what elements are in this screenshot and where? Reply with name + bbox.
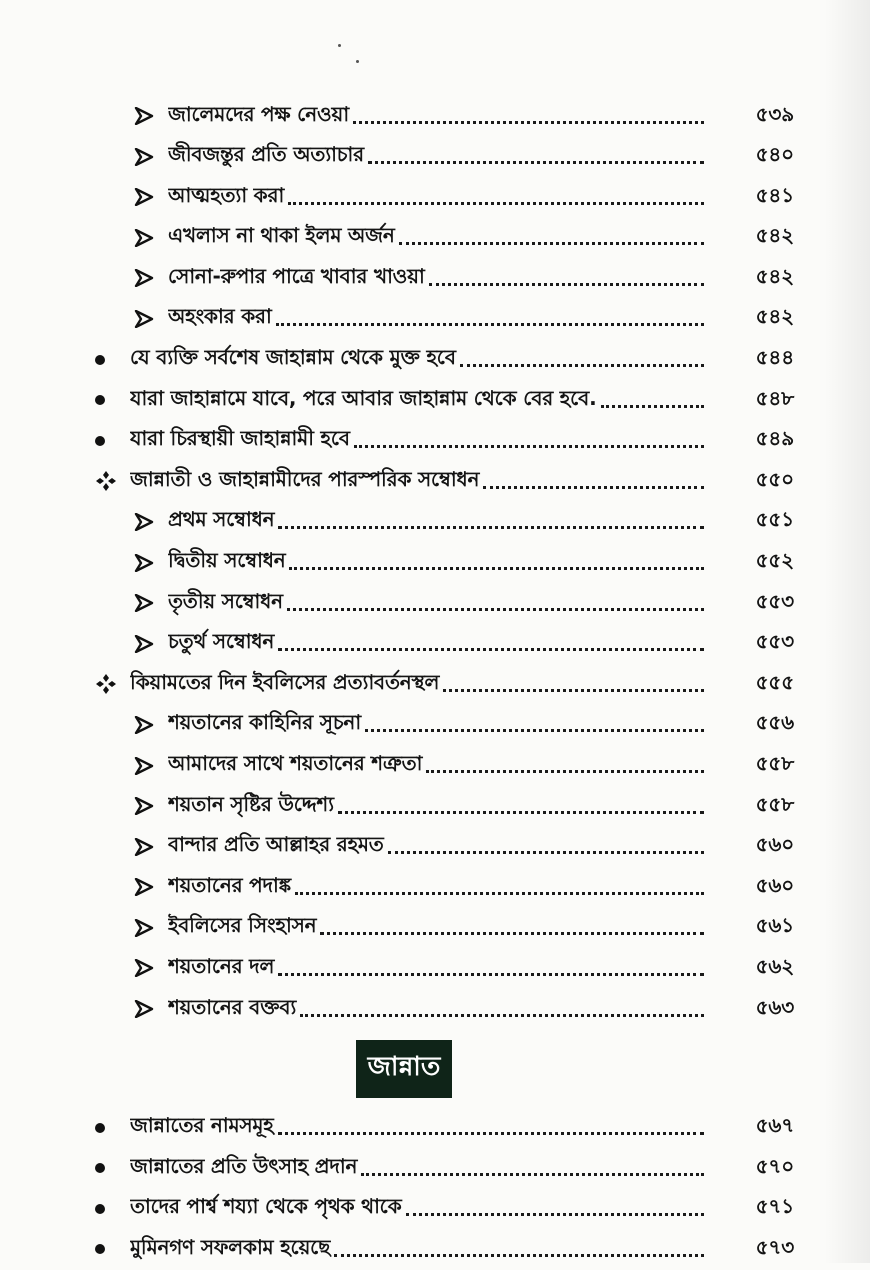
- toc-entry-page-number: ৫৬০: [755, 832, 794, 857]
- toc-entry-page-number: ৫৪৪: [755, 345, 794, 370]
- dot-leader: [334, 1252, 704, 1257]
- toc-entry-page-number: ৫৫৩: [755, 629, 794, 654]
- toc-entry: [88, 786, 800, 827]
- dot-leader: [354, 443, 704, 448]
- toc-entry: [88, 421, 800, 462]
- toc-entry: [88, 502, 800, 543]
- page-edge-shadow: [824, 0, 870, 1263]
- toc-entry-title: [168, 218, 704, 258]
- toc-entry: [88, 258, 800, 299]
- arrow-bullet-icon: [132, 746, 156, 786]
- dot-leader: [426, 768, 704, 773]
- dot-leader: [429, 281, 704, 286]
- toc-entry: [88, 340, 800, 381]
- toc-entry-title: [168, 827, 704, 867]
- toc-entry-text: শয়তান সৃষ্টির উদ্দেশ্য: [168, 791, 334, 816]
- dot-leader: [406, 1211, 704, 1216]
- toc-entry: [88, 96, 800, 137]
- arrow-bullet-icon: [132, 786, 156, 826]
- toc-entry-text: জান্নাতের প্রতি উৎসাহ প্রদান: [130, 1153, 358, 1178]
- toc-entry-page-number: ৫৫২: [755, 548, 794, 573]
- toc-entry-text: প্রথম সম্বোধন: [168, 507, 275, 532]
- dot-leader: [361, 1171, 704, 1176]
- toc-entry-page-number: ৫৭৩: [755, 1234, 794, 1259]
- round-bullet-icon: [92, 1108, 108, 1148]
- toc-entry-text: আমাদের সাথে শয়তানের শত্রুতা: [168, 751, 423, 775]
- round-bullet-icon: [92, 1229, 108, 1269]
- dot-leader: [278, 971, 704, 976]
- toc-entry-text: জালেমদের পক্ষ নেওয়া: [168, 101, 349, 126]
- dot-leader: [483, 484, 704, 489]
- dot-leader: [276, 321, 704, 326]
- dot-leader: [353, 119, 704, 124]
- toc-entry-text: জান্নাতী ও জাহান্নামীদের পারস্পরিক সম্বোধন: [130, 466, 480, 491]
- arrow-bullet-icon: [132, 624, 156, 664]
- toc-entry: [88, 299, 800, 340]
- diamond-bullet-icon: [92, 664, 120, 704]
- toc-entry-page-number: ৫৫৫: [755, 669, 794, 694]
- dot-leader: [287, 606, 704, 611]
- arrow-bullet-icon: [132, 543, 156, 583]
- dot-leader: [289, 565, 704, 570]
- arrow-bullet-icon: [132, 502, 156, 542]
- toc-entry-text: অহংকার করা: [168, 304, 272, 329]
- print-speck: [356, 60, 359, 63]
- toc-entry-text: শয়তানের কাহিনির সূচনা: [168, 710, 361, 735]
- toc-entry-page-number: ৫৪২: [755, 263, 794, 288]
- toc-entry-text: এখলাস না থাকা ইলম অর্জন: [168, 223, 395, 248]
- toc-entry: [88, 177, 800, 218]
- toc-entry-text: তাদের পার্শ্ব শয্যা থেকে পৃথক থাকে: [130, 1194, 402, 1219]
- toc-entry-text: বান্দার প্রতি আল্লাহর রহমত: [168, 832, 384, 857]
- toc-entry-text: সোনা-রুপার পাত্রে খাবার খাওয়া: [168, 263, 425, 288]
- toc-entry-title: [168, 177, 704, 217]
- toc-entry-title: [168, 96, 704, 136]
- toc-entry: [88, 1229, 800, 1270]
- toc-entry: [88, 705, 800, 746]
- dot-leader: [443, 687, 704, 692]
- round-bullet-icon: [92, 421, 108, 461]
- toc-entry: [88, 624, 800, 665]
- arrow-bullet-icon: [132, 908, 156, 948]
- toc-entry-text: তৃতীয় সম্বোধন: [168, 588, 283, 613]
- dot-leader: [368, 159, 704, 164]
- arrow-bullet-icon: [132, 258, 156, 298]
- toc-entry-text: যারা চিরস্থায়ী জাহান্নামী হবে: [130, 426, 350, 451]
- dot-leader: [278, 646, 704, 651]
- dot-leader: [278, 1130, 704, 1135]
- arrow-bullet-icon: [132, 218, 156, 258]
- toc-entry-title: [130, 1148, 704, 1188]
- arrow-bullet-icon: [132, 583, 156, 623]
- toc-entry: [88, 664, 800, 705]
- round-bullet-icon: [92, 1148, 108, 1188]
- toc-entry-title: [130, 461, 704, 501]
- toc-entry-page-number: ৫৩৯: [755, 101, 794, 126]
- arrow-bullet-icon: [132, 948, 156, 988]
- toc-entry-text: শয়তানের পদাঙ্ক: [168, 872, 291, 897]
- toc-entry: [88, 989, 800, 1030]
- toc-entry-title: [168, 948, 704, 988]
- toc-entry-title: [168, 502, 704, 542]
- toc-entry-text: দ্বিতীয় সম্বোধন: [168, 548, 286, 573]
- round-bullet-icon: [92, 340, 108, 380]
- toc-entry: [88, 867, 800, 908]
- toc-entry-page-number: ৫৬৩: [755, 994, 794, 1019]
- toc-entry-title: [130, 1108, 704, 1148]
- toc-entry-title: [130, 664, 704, 704]
- toc-entry-title: [130, 380, 704, 420]
- toc-entry: [88, 461, 800, 502]
- arrow-bullet-icon: [132, 137, 156, 177]
- toc-entry-page-number: ৫৫০: [755, 466, 794, 491]
- toc-entry-text: ইবলিসের সিংহাসন: [168, 913, 317, 938]
- toc-entry-title: [130, 1189, 704, 1229]
- dot-leader: [338, 809, 704, 814]
- toc-entry-text: জীবজন্তুর প্রতি অত্যাচার: [168, 142, 364, 167]
- dot-leader: [278, 524, 704, 529]
- toc-entry-page-number: ৫৬২: [755, 953, 794, 978]
- toc-entry: [88, 583, 800, 624]
- dot-leader: [601, 403, 705, 408]
- toc-entry-text: যারা জাহান্নামে যাবে, পরে আবার জাহান্নাম থেকে বের হবে.: [130, 385, 597, 410]
- toc-entry: [88, 218, 800, 259]
- section-heading: [88, 1030, 800, 1108]
- print-speck: [338, 44, 341, 47]
- toc-entry-text: চতুর্থ সম্বোধন: [168, 629, 275, 654]
- arrow-bullet-icon: [132, 827, 156, 867]
- toc-entry-text: কিয়ামতের দিন ইবলিসের প্রত্যাবর্তনস্থল: [130, 669, 440, 694]
- toc-entry-page-number: ৫৫৬: [755, 710, 794, 735]
- arrow-bullet-icon: [132, 299, 156, 339]
- toc-entry-title: [130, 340, 704, 380]
- toc-entry: [88, 827, 800, 868]
- toc-entry: [88, 1189, 800, 1230]
- toc-entry-page-number: ৫৫৮: [755, 751, 794, 775]
- toc-entry: [88, 1108, 800, 1149]
- section-heading-label: জান্নাত: [356, 1040, 453, 1098]
- dot-leader: [388, 849, 704, 854]
- diamond-bullet-icon: [92, 461, 120, 501]
- toc-entry-page-number: ৫৬১: [755, 913, 794, 938]
- toc-entry: [88, 543, 800, 584]
- arrow-bullet-icon: [132, 177, 156, 217]
- toc-entry-page-number: ৫৫৩: [755, 588, 794, 613]
- arrow-bullet-icon: [132, 989, 156, 1029]
- dot-leader: [288, 200, 704, 205]
- toc-entry-page-number: ৫৬০: [755, 872, 794, 897]
- toc-entry-text: আত্মহত্যা করা: [168, 182, 285, 207]
- toc-entry-title: [168, 583, 704, 623]
- toc-entry: [88, 948, 800, 989]
- arrow-bullet-icon: [132, 96, 156, 136]
- arrow-bullet-icon: [132, 867, 156, 907]
- dot-leader: [365, 727, 704, 732]
- dot-leader: [300, 1012, 704, 1017]
- toc-entry-page-number: ৫৭০: [755, 1153, 794, 1178]
- toc-entry-text: শয়তানের দল: [168, 953, 275, 978]
- toc-entry: [88, 1148, 800, 1189]
- toc-entry-page-number: ৫৪২: [755, 223, 794, 248]
- toc-entry-page-number: ৫৪১: [755, 182, 794, 207]
- toc-entry-title: [168, 624, 704, 664]
- toc-entry: [88, 380, 800, 421]
- toc-entry-title: [130, 1229, 704, 1269]
- toc-entry-text: শয়তানের বক্তব্য: [168, 994, 297, 1019]
- toc-entry-title: [168, 908, 704, 948]
- round-bullet-icon: [92, 380, 108, 420]
- toc-group-1: [88, 96, 800, 1030]
- toc-entry-text: মুমিনগণ সফলকাম হয়েছে: [130, 1234, 331, 1259]
- toc-entry-title: [168, 867, 704, 907]
- round-bullet-icon: [92, 1189, 108, 1229]
- table-of-contents: [88, 96, 800, 1270]
- toc-entry-text: জান্নাতের নামসমূহ: [130, 1113, 274, 1138]
- toc-entry: [88, 137, 800, 178]
- toc-entry-title: [168, 746, 704, 786]
- toc-entry-page-number: ৫৫৮: [755, 791, 794, 816]
- toc-entry-page-number: ৫৪৯: [755, 426, 794, 451]
- dot-leader: [295, 890, 704, 895]
- toc-entry-title: [168, 137, 704, 177]
- toc-entry: [88, 746, 800, 787]
- dot-leader: [320, 930, 704, 935]
- toc-entry-title: [168, 786, 704, 826]
- toc-entry-title: [168, 705, 704, 745]
- toc-entry-title: [168, 989, 704, 1029]
- dot-leader: [399, 240, 704, 245]
- toc-entry-page-number: ৫৪০: [755, 142, 794, 167]
- toc-entry: [88, 908, 800, 949]
- toc-entry-page-number: ৫৫১: [755, 507, 794, 532]
- toc-entry-title: [168, 543, 704, 583]
- toc-entry-title: [168, 299, 704, 339]
- toc-entry-text: যে ব্যক্তি সর্বশেষ জাহান্নাম থেকে মুক্ত হবে: [130, 345, 456, 370]
- dot-leader: [460, 362, 704, 367]
- toc-entry-page-number: ৫৪৮: [755, 385, 794, 410]
- toc-entry-title: [168, 258, 704, 298]
- toc-entry-page-number: ৫৭১: [755, 1194, 794, 1219]
- arrow-bullet-icon: [132, 705, 156, 745]
- toc-entry-page-number: ৫৬৭: [755, 1113, 794, 1138]
- toc-entry-page-number: ৫৪২: [755, 304, 794, 329]
- toc-entry-title: [130, 421, 704, 461]
- toc-group-2: [88, 1108, 800, 1270]
